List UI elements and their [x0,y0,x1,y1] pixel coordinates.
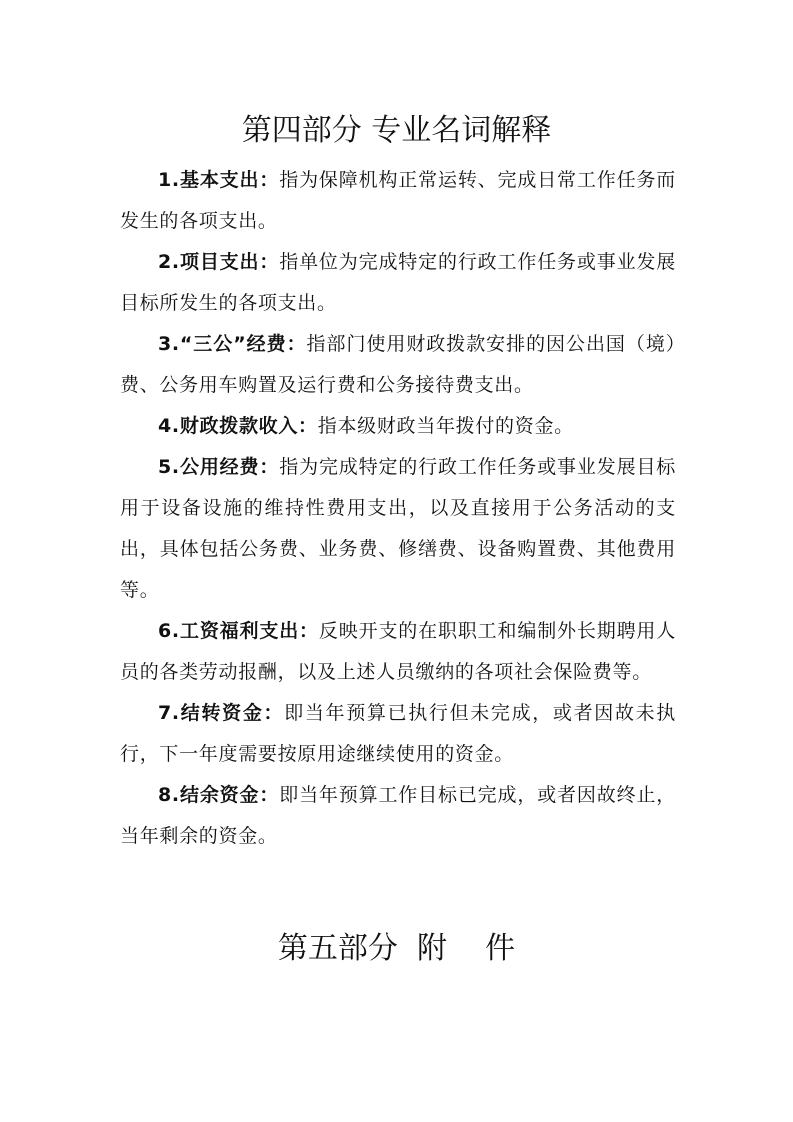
term-label: 5.公用经费： [158,456,280,478]
term-label: 1.基本支出： [158,169,280,191]
term-item [120,611,676,693]
term-label: 3.“三公”经费： [158,333,307,355]
section-title: 第四部分 专业名词解释 [241,113,552,148]
term-item [120,693,676,775]
term-label: 7.结转资金： [158,702,285,724]
term-definition: 指为保障机构正常运转、完成日常工作任务而发生的各项支出。 [120,169,676,232]
term-item [120,242,676,324]
term-item [120,447,676,611]
term-item [120,160,676,242]
term-definition: 指为完成特定的行政工作任务或事业发展目标用于设备设施的维持性费用支出，以及直接用于公务活动的支出，具体包括公务费、业务费、修缮费、设备购置费、其他费用等。 [120,456,676,601]
terms-list [120,160,676,857]
term-label: 6.工资福利支出： [158,620,319,642]
term-definition: 指部门使用财政拨款安排的因公出国（境）费、公务用车购置及运行费和公务接待费支出。 [120,333,676,396]
term-label: 2.项目支出： [158,251,280,273]
term-definition: 指单位为完成特定的行政工作任务或事业发展目标所发生的各项支出。 [120,251,676,314]
term-item [120,406,676,447]
term-definition: 即当年预算工作目标已完成，或者因故终止，当年剩余的资金。 [120,784,676,847]
term-item [120,324,676,406]
appendix-title: 第五部分 附 件 [277,931,516,966]
term-definition: 反映开支的在职职工和编制外长期聘用人员的各类劳动报酬，以及上述人员缴纳的各项社会保险费等。 [120,620,676,683]
term-label: 8.结余资金： [158,784,280,806]
term-item [120,775,676,857]
term-definition: 指本级财政当年拨付的资金。 [317,415,574,437]
term-label: 4.财政拨款收入： [158,415,318,437]
term-definition: 即当年预算已执行但未完成，或者因故未执行，下一年度需要按原用途继续使用的资金。 [120,702,676,765]
